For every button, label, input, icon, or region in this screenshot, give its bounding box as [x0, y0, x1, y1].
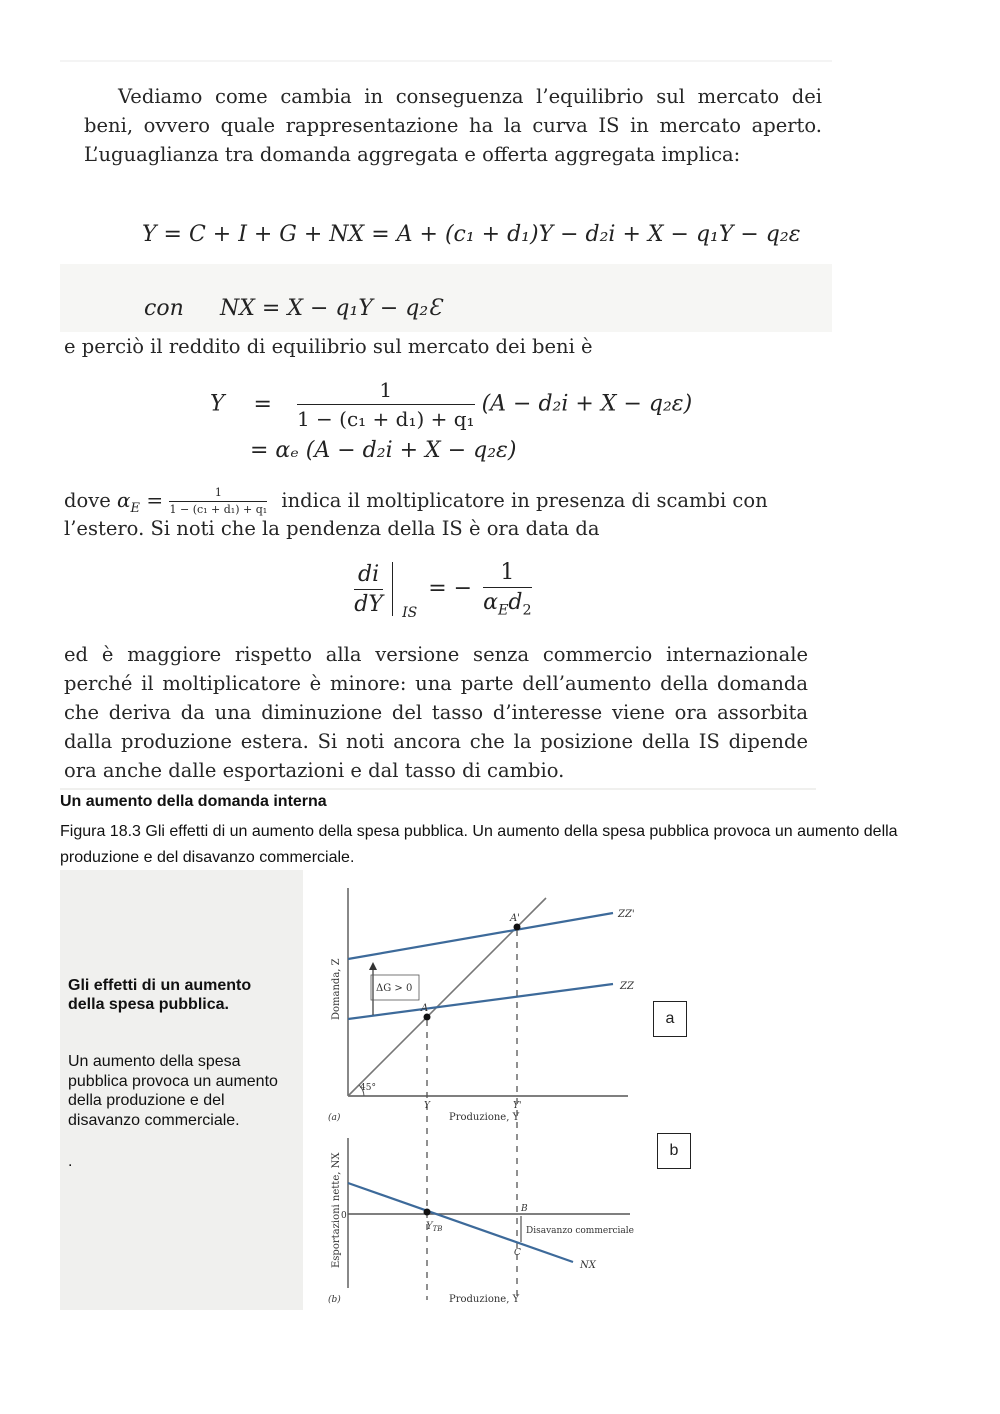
point-ytb: [424, 1209, 431, 1216]
nx-equation: NX = X − q₁Y − q₂Ɛ: [220, 296, 442, 321]
panel-a-y-label: Domanda, Z: [331, 958, 342, 1020]
point-b-label: B: [521, 1204, 528, 1214]
figure-caption: Figura 18.3 Gli effetti di un aumento della spesa pubblica. Un aumento della spesa pubblica provoca un aumento della produzione e del disavanzo commerciale.: [60, 823, 898, 866]
y-equation-line1: Y = $\frac{1}{\text{1 − (c₁ + d₁) + q₁}}$ (A − d₂i + X − q₂ε): [210, 378, 693, 431]
panel-b-y-label: Esportazioni nette, NX: [331, 1152, 342, 1268]
angle-label: 45°: [360, 1083, 376, 1093]
slope-equation: $\frac{di}{dY}$ $_{IS}$ = − $\frac{1}{\alpha_Ed_2}$: [354, 560, 532, 622]
dove-fraction-den: 1 − (c₁ + d₁) + q₁: [169, 503, 268, 516]
fraction-denominator: 1 − (c₁ + d₁) + q₁: [296, 407, 475, 431]
dove-text: indica il moltiplicatore in presenza di scambi con: [281, 489, 768, 512]
zz-new-curve: [348, 913, 613, 959]
nx-curve: [348, 1183, 573, 1262]
label-box-b: b: [657, 1133, 691, 1169]
nx-label: NX: [580, 1260, 596, 1271]
slope-intro: l’estero. Si noti che la pendenza della IS è ora data da: [64, 517, 600, 540]
point-a-new: [514, 924, 521, 931]
sidebar-title: Gli effetti di un aumento della spesa pubblica.: [68, 977, 252, 1013]
panel-b: [328, 1138, 634, 1305]
tick-y: Y: [424, 1101, 430, 1111]
panel-a-x-label: Produzione, Y: [449, 1112, 520, 1123]
label-box-a: a: [653, 1001, 687, 1037]
y-equation-line2: = αₑ (A − d₂i + X − q₂ε): [250, 438, 517, 463]
section-heading: Un aumento della domanda interna: [60, 793, 327, 810]
delta-g-label: ΔG > 0: [376, 983, 413, 994]
dove-fraction-num: 1: [169, 487, 267, 502]
panel-b-x-label: Produzione, Y: [449, 1294, 520, 1305]
sidebar-body: Un aumento della spesa pubblica provoca un aumento della produzione e del disavanzo commerciale.: [68, 1053, 278, 1129]
point-a-label: A: [421, 1003, 429, 1014]
figure-diagram: [318, 880, 648, 1310]
con-word: con: [144, 296, 184, 321]
dove-line: dove $\alpha_E$ = $\frac{1}{\text{1 − (c₁ + d₁) + q₁}}$ indica il moltiplicatore in presenza di scambi con: [64, 486, 768, 516]
figure-sidebar: [60, 870, 303, 1310]
zz-label: ZZ: [620, 981, 634, 992]
dove-word: dove: [64, 489, 111, 512]
dove-fraction: [169, 487, 267, 516]
fraction-numerator: 1: [297, 378, 475, 405]
deficit-label: Disavanzo commerciale: [526, 1226, 634, 1236]
sidebar-dot: .: [68, 1153, 73, 1170]
panel-a: [328, 888, 635, 1300]
intro-paragraph: Vediamo come cambia in conseguenza l’equilibrio sul mercato dei beni, ovvero quale rappresentazione ha la curva IS in mercato aperto. L’uguaglianza tra domanda aggregata e offerta aggregata implica:: [84, 85, 822, 166]
y-equation-bracket: (A − d₂i + X − q₂ε): [481, 391, 693, 417]
tick-y-new: Y': [513, 1101, 522, 1111]
point-c-label: C: [514, 1248, 521, 1258]
panel-b-zero: 0: [341, 1211, 347, 1221]
zz-new-label: ZZ': [618, 909, 635, 920]
point-a: [424, 1014, 431, 1021]
panel-b-tag: (b): [328, 1295, 341, 1305]
point-a-new-label: A': [510, 913, 520, 924]
equilibrium-intro: e perciò il reddito di equilibrio sul mercato dei beni è: [64, 335, 593, 358]
panel-a-tag: (a): [328, 1113, 341, 1123]
delta-g-arrowhead: [369, 962, 377, 970]
main-equation: Y = C + I + G + NX = A + (c₁ + d₁)Y − d₂i + X − q₁Y − q₂ε: [142, 222, 801, 247]
point-ytb-label: $Y_{TB}$: [426, 1221, 443, 1233]
multiplier-fraction: [297, 378, 475, 431]
slope-paragraph: ed è maggiore rispetto alla versione senza commercio internazionale perché il moltiplicatore è minore: una parte dell’aumento della domanda che deriva da una diminuzione del tasso d’interesse viene ora assorbita dalla produzione estera. Si noti ancora che la posizione della IS dipende ora anche dalle esportazioni e dal tasso di cambio.: [64, 643, 808, 782]
